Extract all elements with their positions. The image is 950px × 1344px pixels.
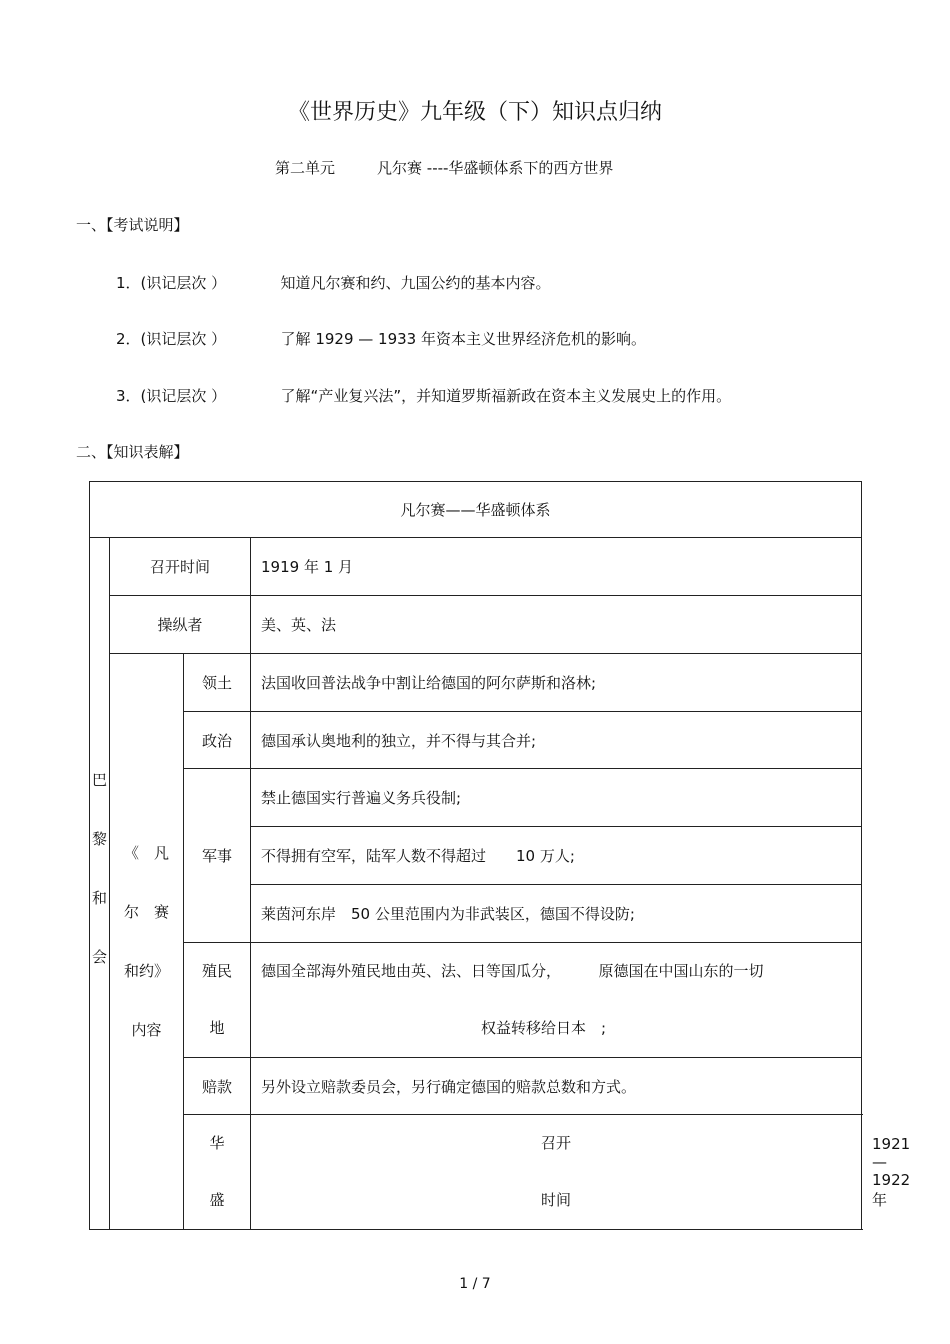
treaty-label-line: 尔 赛 [123, 902, 169, 921]
table-header: 凡尔赛——华盛顿体系 [90, 482, 862, 538]
exam-item-level: (识记层次 ） [140, 274, 227, 292]
washington-char: 盛 [209, 1191, 225, 1209]
exam-item-num: 3． [116, 387, 141, 405]
military-value: 禁止德国实行普遍义务兵役制; [251, 769, 862, 827]
reparation-value: 另外设立赔款委员会，另行确定德国的赔款总数和方式。 [251, 1058, 862, 1115]
wash-time-label-line: 召开 [541, 1134, 572, 1152]
reparation-label: 赔款 [184, 1058, 251, 1115]
wash-time-label [251, 1115, 862, 1230]
exam-item-text: 知道凡尔赛和约、九国公约的基本内容。 [280, 274, 551, 292]
paris-char: 和 [91, 888, 107, 907]
unit-number: 第二单元 [275, 159, 336, 177]
section-knowledge-heading: 二、【知识表解】 [76, 443, 189, 461]
exam-item-level: (识记层次 ） [140, 330, 227, 348]
exam-item-num: 1． [116, 274, 141, 292]
document-title: 《世界历史》九年级（下）知识点归纳 [287, 100, 662, 125]
paris-char: 会 [91, 947, 107, 966]
controller-value: 美、英、法 [251, 596, 862, 654]
page-number: 1 / 7 [459, 1276, 491, 1292]
exam-item-text: 了解 1929 — 1933 年资本主义世界经济危机的影响。 [280, 330, 646, 348]
exam-item-text: 了解“产业复兴法”，并知道罗斯福新政在资本主义发展史上的作用。 [280, 387, 732, 405]
unit-subtitle [275, 157, 613, 178]
colony-label [184, 943, 251, 1058]
exam-item-level: (识记层次 ） [140, 387, 227, 405]
treaty-label-line: 《 凡 [123, 843, 169, 862]
military-label: 军事 [184, 769, 251, 943]
politics-value: 德国承认奥地利的独立，并不得与其合并; [251, 712, 862, 769]
colony-label-line: 殖民 [201, 962, 232, 980]
washington-conference-label [184, 1115, 251, 1230]
section-exam-heading: 一、【考试说明】 [76, 216, 189, 234]
washington-char: 华 [209, 1134, 225, 1152]
controller-label: 操纵者 [110, 596, 251, 654]
colony-value [251, 943, 862, 1058]
paris-conference-label [90, 538, 110, 1230]
exam-item [116, 385, 731, 406]
treaty-content-label [110, 654, 184, 1230]
meeting-time-value: 1919 年 1 月 [251, 538, 862, 596]
meeting-time-label: 召开时间 [110, 538, 251, 596]
paris-char: 巴 [91, 770, 107, 789]
military-value: 不得拥有空军，陆军人数不得超过 10 万人; [251, 827, 862, 885]
colony-value-line: 德国全部海外殖民地由英、法、日等国瓜分， 原德国在中国山东的一切 [261, 962, 764, 980]
colony-value-line: 权益转移给日本 ; [481, 1019, 607, 1037]
politics-label: 政治 [184, 712, 251, 769]
knowledge-table: 凡尔赛——华盛顿体系 巴 黎 和 会 召开时间 1919 年 1 月 操纵者 美、英、法 《 凡 尔 赛 和约》 内容 领土 法国收回普法战争中割让给德国的阿尔萨斯和洛林; 政治 德国承认奥地利的独立，并不得与其合并; 军事 禁止德国实行普遍义务兵役制; 不得拥有空军，陆军人数不得超过 10 万人; 莱茵河东岸 50 公里范围内为非武装区，德国不得设防; 殖民 地 德国全部海外殖民地由英、法、日等国瓜分， 原德国在中国山东的一切 权益转移给日本 ; 赔款 另外设立赔款委员会，另行确定德国的赔款总数和方式。 华 盛 召开 时间 1921 — 1922 年 [89, 481, 862, 1230]
colony-label-line: 地 [209, 1019, 225, 1037]
wash-time-label-line: 时间 [541, 1191, 572, 1209]
territory-label: 领土 [184, 654, 251, 712]
exam-item [116, 272, 551, 293]
exam-item-num: 2． [116, 330, 141, 348]
military-value: 莱茵河东岸 50 公里范围内为非武装区，德国不得设防; [251, 885, 862, 943]
unit-topic: 凡尔赛 ----华盛顿体系下的西方世界 [377, 159, 614, 177]
treaty-label-line: 和约》 [123, 961, 169, 980]
paris-char: 黎 [91, 829, 107, 848]
treaty-label-line: 内容 [131, 1020, 162, 1039]
exam-item [116, 328, 646, 349]
territory-value: 法国收回普法战争中割让给德国的阿尔萨斯和洛林; [251, 654, 862, 712]
